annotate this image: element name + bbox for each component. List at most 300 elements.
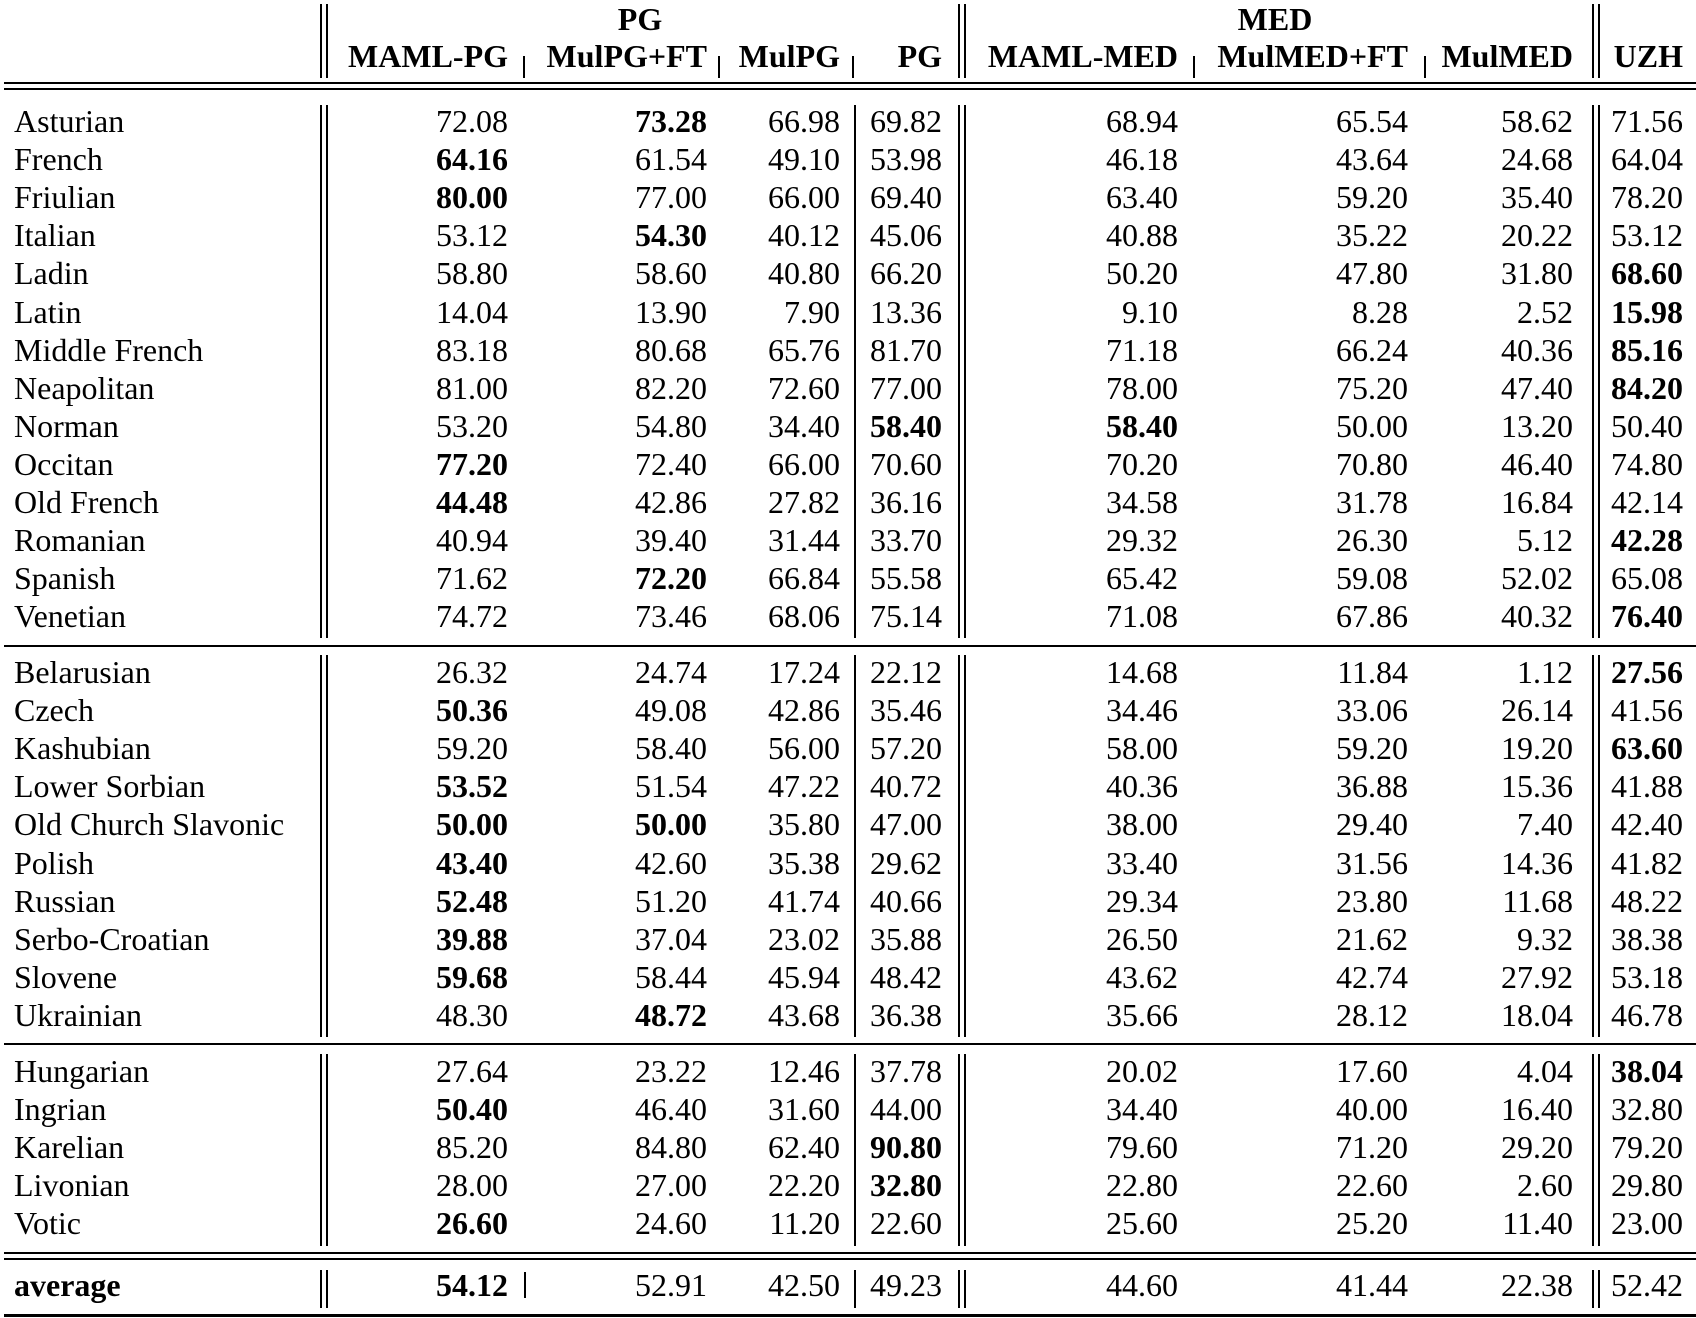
row-language: Kashubian <box>14 730 151 767</box>
table-cell: 9.10 <box>1122 293 1178 330</box>
table-cell: 40.94 <box>436 522 508 559</box>
column-divider <box>320 1054 322 1246</box>
table-cell: 53.20 <box>436 407 508 444</box>
table-cell: 25.20 <box>1336 1205 1408 1242</box>
table-cell: 72.08 <box>436 103 508 139</box>
table-cell: 46.78 <box>1611 996 1683 1033</box>
table-cell: 46.40 <box>1501 445 1573 482</box>
table-cell: 40.36 <box>1501 331 1573 368</box>
table-cell: 29.62 <box>870 844 942 881</box>
table-cell: 73.28 <box>635 103 707 139</box>
table-cell: 79.60 <box>1106 1129 1178 1166</box>
row-language: Polish <box>14 844 95 881</box>
table-cell: 62.40 <box>768 1129 840 1166</box>
table-cell: 49.10 <box>768 141 840 178</box>
table-cell: 24.60 <box>635 1205 707 1242</box>
table-cell: 46.40 <box>635 1091 707 1128</box>
table-cell: 74.72 <box>436 598 508 635</box>
average-cell: 41.44 <box>1336 1267 1408 1303</box>
table-cell: 52.02 <box>1501 560 1573 597</box>
table-cell: 29.34 <box>1106 882 1178 919</box>
table-cell: 65.42 <box>1106 560 1178 597</box>
table-cell: 51.54 <box>635 768 707 805</box>
table-cell: 54.80 <box>635 407 707 444</box>
table-cell: 20.22 <box>1501 217 1573 254</box>
column-divider <box>320 655 322 1037</box>
table-cell: 58.80 <box>436 255 508 292</box>
table-cell: 8.28 <box>1352 293 1408 330</box>
row-language: Hungarian <box>14 1053 150 1089</box>
table-cell: 71.62 <box>436 560 508 597</box>
table-cell: 59.08 <box>1336 560 1408 597</box>
table-cell: 71.18 <box>1106 331 1178 368</box>
table-cell: 66.84 <box>768 560 840 597</box>
table-cell: 72.40 <box>635 445 707 482</box>
column-divider <box>964 105 966 638</box>
table-cell: 17.24 <box>768 654 840 690</box>
average-rule <box>4 1258 1696 1260</box>
table-cell: 23.80 <box>1336 882 1408 919</box>
table-cell: 49.08 <box>635 692 707 729</box>
table-cell: 70.20 <box>1106 445 1178 482</box>
table-cell: 16.84 <box>1501 484 1573 520</box>
table-cell: 2.52 <box>1517 293 1573 330</box>
row-language: Belarusian <box>14 654 151 690</box>
column-divider <box>854 1054 856 1246</box>
table-cell: 40.12 <box>768 217 840 254</box>
table-cell: 40.72 <box>870 768 942 805</box>
table-cell: 61.54 <box>635 141 707 178</box>
column-divider <box>958 105 960 638</box>
table-cell: 31.78 <box>1336 484 1408 520</box>
row-language: Romanian <box>14 522 146 559</box>
table-cell: 26.32 <box>436 654 508 690</box>
table-cell: 58.40 <box>1106 407 1178 444</box>
table-cell: 59.20 <box>1336 730 1408 767</box>
table-cell: 38.38 <box>1611 920 1683 957</box>
column-divider <box>854 1270 856 1308</box>
row-language: Friulian <box>14 179 116 216</box>
column-divider <box>320 105 322 638</box>
table-cell: 20.02 <box>1106 1053 1178 1089</box>
column-divider <box>958 1054 960 1246</box>
table-cell: 77.20 <box>436 445 508 482</box>
column-header: MulMED <box>1441 38 1573 74</box>
table-cell: 21.62 <box>1336 920 1408 957</box>
table-cell: 81.70 <box>870 331 942 368</box>
column-divider <box>964 4 966 78</box>
column-divider <box>1598 105 1600 638</box>
table-cell: 16.40 <box>1501 1091 1573 1128</box>
table-cell: 22.80 <box>1106 1167 1178 1204</box>
table-cell: 73.46 <box>635 598 707 635</box>
table-cell: 32.80 <box>1611 1091 1683 1128</box>
bottom-rule <box>4 1314 1696 1317</box>
row-language: Votic <box>14 1205 81 1242</box>
table-cell: 43.64 <box>1336 141 1408 178</box>
table-cell: 80.68 <box>635 331 707 368</box>
table-cell: 42.40 <box>1611 806 1683 843</box>
table-cell: 64.16 <box>436 141 508 178</box>
row-language: Czech <box>14 692 94 729</box>
row-language: Serbo-Croatian <box>14 920 210 957</box>
table-cell: 44.48 <box>436 484 508 520</box>
table-cell: 53.98 <box>870 141 942 178</box>
column-divider <box>1592 1270 1594 1308</box>
table-cell: 29.20 <box>1501 1129 1573 1166</box>
table-cell: 77.00 <box>870 369 942 406</box>
table-cell: 58.60 <box>635 255 707 292</box>
table-cell: 11.20 <box>769 1205 840 1242</box>
table-cell: 69.40 <box>870 179 942 216</box>
table-cell: 45.06 <box>870 217 942 254</box>
table-cell: 26.30 <box>1336 522 1408 559</box>
column-divider <box>1592 4 1594 78</box>
table-cell: 43.62 <box>1106 958 1178 995</box>
average-cell: 52.42 <box>1611 1267 1683 1303</box>
row-language: Norman <box>14 407 119 444</box>
table-cell: 15.98 <box>1611 293 1683 330</box>
table-cell: 22.60 <box>870 1205 942 1242</box>
table-cell: 85.16 <box>1611 331 1683 368</box>
table-cell: 76.40 <box>1611 598 1683 635</box>
table-cell: 47.80 <box>1336 255 1408 292</box>
table-cell: 58.00 <box>1106 730 1178 767</box>
table-cell: 27.00 <box>635 1167 707 1204</box>
row-language: Livonian <box>14 1167 130 1204</box>
table-cell: 9.32 <box>1517 920 1573 957</box>
table-cell: 71.08 <box>1106 598 1178 635</box>
table-cell: 33.70 <box>870 522 942 559</box>
row-language: Ukrainian <box>14 996 142 1033</box>
table-cell: 68.60 <box>1611 255 1683 292</box>
column-divider <box>958 655 960 1037</box>
column-divider <box>1598 1270 1600 1308</box>
table-cell: 84.20 <box>1611 369 1683 406</box>
table-cell: 47.40 <box>1501 369 1573 406</box>
table-cell: 71.56 <box>1611 103 1683 139</box>
table-cell: 27.56 <box>1611 654 1683 690</box>
table-cell: 34.40 <box>1106 1091 1178 1128</box>
table-cell: 65.08 <box>1611 560 1683 597</box>
table-cell: 31.80 <box>1501 255 1573 292</box>
table-cell: 75.20 <box>1336 369 1408 406</box>
table-cell: 40.66 <box>870 882 942 919</box>
column-header: MulPG <box>738 38 840 74</box>
table-cell: 48.22 <box>1611 882 1683 919</box>
table-cell: 26.14 <box>1501 692 1573 729</box>
row-language: French <box>14 141 103 178</box>
table-cell: 75.14 <box>870 598 942 635</box>
average-cell: 42.50 <box>768 1267 840 1303</box>
table-cell: 68.94 <box>1106 103 1178 139</box>
table-cell: 2.60 <box>1517 1167 1573 1204</box>
table-cell: 79.20 <box>1611 1129 1683 1166</box>
table-cell: 24.68 <box>1501 141 1573 178</box>
table-cell: 59.20 <box>436 730 508 767</box>
table-cell: 56.00 <box>768 730 840 767</box>
table-cell: 42.74 <box>1336 958 1408 995</box>
table-cell: 39.40 <box>635 522 707 559</box>
average-cell: 49.23 <box>870 1267 942 1303</box>
table-cell: 43.40 <box>436 844 508 881</box>
table-cell: 25.60 <box>1106 1205 1178 1242</box>
table-cell: 55.58 <box>870 560 942 597</box>
header-separator <box>852 56 854 78</box>
table-cell: 33.40 <box>1106 844 1178 881</box>
table-cell: 14.04 <box>436 293 508 330</box>
column-header: MulPG+FT <box>546 38 707 74</box>
section-rule <box>4 645 1696 647</box>
table-cell: 19.20 <box>1501 730 1573 767</box>
row-language: Slovene <box>14 958 118 995</box>
table-cell: 72.20 <box>635 560 707 597</box>
table-cell: 74.80 <box>1611 445 1683 482</box>
table-cell: 58.44 <box>635 958 707 995</box>
table-cell: 70.60 <box>870 445 942 482</box>
average-cell: 52.91 <box>635 1267 707 1303</box>
row-language: Ingrian <box>14 1091 107 1128</box>
table-cell: 32.80 <box>870 1167 942 1204</box>
table-cell: 36.88 <box>1336 768 1408 805</box>
column-divider <box>1592 105 1594 638</box>
table-cell: 31.56 <box>1336 844 1408 881</box>
column-divider <box>1598 655 1600 1037</box>
table-cell: 22.20 <box>768 1167 840 1204</box>
column-divider <box>958 1270 960 1308</box>
table-cell: 26.60 <box>436 1205 508 1242</box>
table-cell: 65.76 <box>768 331 840 368</box>
table-cell: 42.86 <box>635 484 707 520</box>
table-cell: 7.40 <box>1517 806 1573 843</box>
table-cell: 23.22 <box>635 1053 707 1089</box>
table-cell: 31.60 <box>768 1091 840 1128</box>
table-cell: 58.62 <box>1501 103 1573 139</box>
row-language: Asturian <box>14 103 125 139</box>
row-language: Italian <box>14 217 96 254</box>
table-cell: 29.80 <box>1611 1167 1683 1204</box>
header-separator <box>718 56 720 78</box>
table-cell: 48.42 <box>870 958 942 995</box>
table-cell: 50.00 <box>635 806 707 843</box>
table-cell: 4.04 <box>1517 1053 1573 1089</box>
table-cell: 27.64 <box>436 1053 508 1089</box>
column-header: MAML-MED <box>987 38 1178 74</box>
column-divider <box>320 1270 322 1308</box>
table-cell: 22.12 <box>870 654 942 690</box>
table-cell: 34.40 <box>768 407 840 444</box>
column-divider <box>326 105 328 638</box>
table-cell: 53.18 <box>1611 958 1683 995</box>
table-cell: 80.00 <box>436 179 508 216</box>
table-cell: 42.28 <box>1611 522 1683 559</box>
table-cell: 90.80 <box>870 1129 942 1166</box>
table-cell: 41.82 <box>1611 844 1683 881</box>
table-cell: 12.46 <box>768 1053 840 1089</box>
column-header: UZH <box>1613 38 1683 74</box>
table-cell: 33.06 <box>1336 692 1408 729</box>
table-cell: 18.04 <box>1501 996 1573 1033</box>
table-cell: 35.80 <box>768 806 840 843</box>
column-divider <box>1598 1054 1600 1246</box>
header-separator <box>1424 56 1426 78</box>
table-cell: 40.80 <box>768 255 840 292</box>
table-cell: 68.06 <box>768 598 840 635</box>
table-cell: 66.24 <box>1336 331 1408 368</box>
column-divider <box>964 655 966 1037</box>
table-cell: 84.80 <box>635 1129 707 1166</box>
table-cell: 52.48 <box>436 882 508 919</box>
table-cell: 37.04 <box>635 920 707 957</box>
table-cell: 53.52 <box>436 768 508 805</box>
table-cell: 44.00 <box>870 1091 942 1128</box>
table-cell: 65.54 <box>1336 103 1408 139</box>
group-header-pg: PG <box>617 1 663 37</box>
table-cell: 66.00 <box>768 445 840 482</box>
column-divider <box>326 655 328 1037</box>
table-cell: 40.32 <box>1501 598 1573 635</box>
table-cell: 66.98 <box>768 103 840 139</box>
table-cell: 66.00 <box>768 179 840 216</box>
table-cell: 39.88 <box>436 920 508 957</box>
table-cell: 43.68 <box>768 996 840 1033</box>
table-cell: 26.50 <box>1106 920 1178 957</box>
table-cell: 13.36 <box>870 293 942 330</box>
table-cell: 63.40 <box>1106 179 1178 216</box>
table-cell: 29.40 <box>1336 806 1408 843</box>
row-language: Ladin <box>14 255 89 292</box>
table-cell: 37.78 <box>870 1053 942 1089</box>
table-cell: 7.90 <box>784 293 840 330</box>
table-cell: 48.30 <box>436 996 508 1033</box>
table-cell: 35.46 <box>870 692 942 729</box>
table-cell: 50.36 <box>436 692 508 729</box>
table-cell: 11.68 <box>1502 882 1573 919</box>
column-divider <box>1598 4 1600 78</box>
table-cell: 45.94 <box>768 958 840 995</box>
table-cell: 41.74 <box>768 882 840 919</box>
table-cell: 50.00 <box>1336 407 1408 444</box>
column-divider <box>320 4 322 78</box>
table-cell: 57.20 <box>870 730 942 767</box>
table-cell: 23.00 <box>1611 1205 1683 1242</box>
column-divider <box>1592 1054 1594 1246</box>
average-cell: 44.60 <box>1106 1267 1178 1303</box>
table-cell: 67.86 <box>1336 598 1408 635</box>
table-cell: 58.40 <box>870 407 942 444</box>
table-cell: 1.12 <box>1517 654 1573 690</box>
row-language: Old French <box>14 484 159 520</box>
table-cell: 15.36 <box>1501 768 1573 805</box>
table-cell: 14.68 <box>1106 654 1178 690</box>
table-cell: 29.32 <box>1106 522 1178 559</box>
column-divider <box>964 1270 966 1308</box>
table-cell: 13.20 <box>1501 407 1573 444</box>
average-cell: 54.12 <box>436 1267 508 1303</box>
table-cell: 58.40 <box>635 730 707 767</box>
table-cell: 28.12 <box>1336 996 1408 1033</box>
column-divider <box>854 655 856 1037</box>
table-cell: 13.90 <box>635 293 707 330</box>
row-language-average: average <box>14 1267 121 1303</box>
header-rule <box>4 82 1696 84</box>
table-cell: 11.84 <box>1337 654 1408 690</box>
table-cell: 38.00 <box>1106 806 1178 843</box>
table-cell: 40.36 <box>1106 768 1178 805</box>
header-separator <box>523 56 525 78</box>
table-cell: 82.20 <box>635 369 707 406</box>
table-cell: 42.86 <box>768 692 840 729</box>
table-cell: 48.72 <box>635 996 707 1033</box>
column-header: MulMED+FT <box>1217 38 1408 74</box>
table-cell: 23.02 <box>768 920 840 957</box>
table-cell: 22.60 <box>1336 1167 1408 1204</box>
table-cell: 35.66 <box>1106 996 1178 1033</box>
table-cell: 14.36 <box>1501 844 1573 881</box>
column-divider <box>958 4 960 78</box>
table-cell: 66.20 <box>870 255 942 292</box>
table-cell: 64.04 <box>1611 141 1683 178</box>
column-divider <box>326 1054 328 1246</box>
table-cell: 35.40 <box>1501 179 1573 216</box>
row-language: Middle French <box>14 331 204 368</box>
table-cell: 47.00 <box>870 806 942 843</box>
row-language: Neapolitan <box>14 369 155 406</box>
section-rule <box>4 1043 1696 1045</box>
table-cell: 50.20 <box>1106 255 1178 292</box>
row-language: Venetian <box>14 598 126 635</box>
table-cell: 27.92 <box>1501 958 1573 995</box>
average-divider <box>524 1272 526 1298</box>
average-rule <box>4 1252 1696 1254</box>
table-cell: 71.20 <box>1336 1129 1408 1166</box>
table-cell: 81.00 <box>436 369 508 406</box>
header-rule <box>4 88 1696 90</box>
table-cell: 83.18 <box>436 331 508 368</box>
table-cell: 34.58 <box>1106 484 1178 520</box>
row-language: Latin <box>14 293 82 330</box>
table-cell: 51.20 <box>635 882 707 919</box>
table-cell: 85.20 <box>436 1129 508 1166</box>
table-cell: 50.40 <box>1611 407 1683 444</box>
table-cell: 38.04 <box>1611 1053 1683 1089</box>
table-cell: 42.14 <box>1611 484 1683 520</box>
table-cell: 46.18 <box>1106 141 1178 178</box>
table-cell: 40.00 <box>1336 1091 1408 1128</box>
table-cell: 35.38 <box>768 844 840 881</box>
table-cell: 36.38 <box>870 996 942 1033</box>
table-cell: 78.00 <box>1106 369 1178 406</box>
table-cell: 69.82 <box>870 103 942 139</box>
table-cell: 50.40 <box>436 1091 508 1128</box>
row-language: Occitan <box>14 445 114 482</box>
column-header: PG <box>897 38 942 74</box>
table-cell: 11.40 <box>1502 1205 1573 1242</box>
table-cell: 53.12 <box>1611 217 1683 254</box>
column-divider <box>854 105 856 638</box>
table-cell: 5.12 <box>1517 522 1573 559</box>
row-language: Spanish <box>14 560 116 597</box>
table-cell: 41.56 <box>1611 692 1683 729</box>
group-header-med: MED <box>1237 1 1313 37</box>
table-cell: 36.16 <box>870 484 942 520</box>
average-cell: 22.38 <box>1501 1267 1573 1303</box>
table-cell: 77.00 <box>635 179 707 216</box>
table-cell: 31.44 <box>768 522 840 559</box>
table-cell: 47.22 <box>768 768 840 805</box>
table-cell: 17.60 <box>1336 1053 1408 1089</box>
row-language: Karelian <box>14 1129 125 1166</box>
